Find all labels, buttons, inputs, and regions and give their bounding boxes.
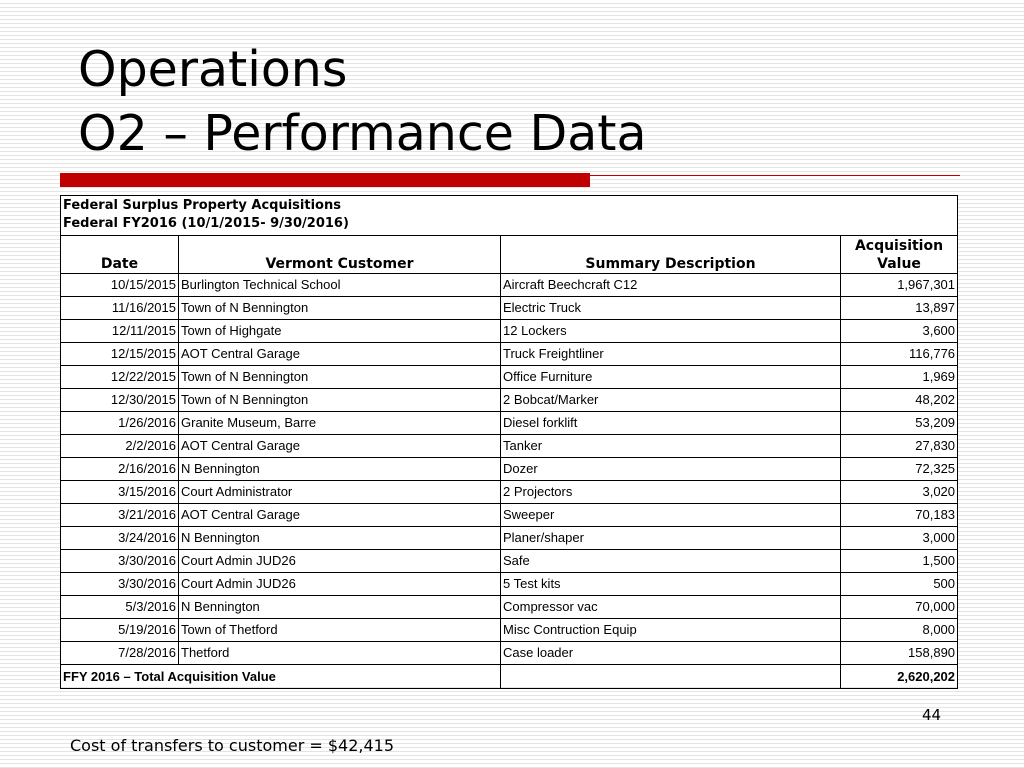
cell-customer: Town of Highgate — [179, 320, 501, 343]
total-value: 2,620,202 — [841, 665, 958, 689]
cell-description: Aircraft Beechcraft C12 — [501, 274, 841, 297]
cell-description: 5 Test kits — [501, 573, 841, 596]
table-row — [61, 458, 958, 481]
table-row — [61, 596, 958, 619]
cell-date: 12/11/2015 — [61, 320, 179, 343]
cell-value: 3,020 — [841, 481, 958, 504]
table-row — [61, 481, 958, 504]
cell-value: 8,000 — [841, 619, 958, 642]
cell-date: 12/30/2015 — [61, 389, 179, 412]
cell-value: 48,202 — [841, 389, 958, 412]
table-row — [61, 412, 958, 435]
cell-date: 3/24/2016 — [61, 527, 179, 550]
cell-value: 27,830 — [841, 435, 958, 458]
header-description: Summary Description — [501, 236, 841, 274]
cell-date: 7/28/2016 — [61, 642, 179, 665]
slide-title — [78, 38, 646, 166]
cell-description: Sweeper — [501, 504, 841, 527]
cell-customer: Town of N Bennington — [179, 297, 501, 320]
cell-date: 3/30/2016 — [61, 550, 179, 573]
cell-value: 3,000 — [841, 527, 958, 550]
cell-description: Safe — [501, 550, 841, 573]
cell-customer: AOT Central Garage — [179, 435, 501, 458]
cell-customer: Thetford — [179, 642, 501, 665]
cell-date: 5/3/2016 — [61, 596, 179, 619]
cell-value: 116,776 — [841, 343, 958, 366]
total-row — [61, 665, 958, 689]
table-row — [61, 366, 958, 389]
cell-customer: N Bennington — [179, 527, 501, 550]
cell-description: 2 Bobcat/Marker — [501, 389, 841, 412]
cell-customer: Court Admin JUD26 — [179, 573, 501, 596]
table-row — [61, 274, 958, 297]
table-row — [61, 320, 958, 343]
acquisitions-table — [60, 195, 958, 689]
header-date: Date — [61, 236, 179, 274]
cell-date: 2/2/2016 — [61, 435, 179, 458]
cell-description: Diesel forklift — [501, 412, 841, 435]
table-body — [61, 274, 958, 665]
cell-description: Truck Freightliner — [501, 343, 841, 366]
header-value — [841, 236, 958, 274]
cell-customer: AOT Central Garage — [179, 504, 501, 527]
header-customer: Vermont Customer — [179, 236, 501, 274]
cell-description: Dozer — [501, 458, 841, 481]
cell-date: 3/15/2016 — [61, 481, 179, 504]
cell-description: Tanker — [501, 435, 841, 458]
table-row — [61, 527, 958, 550]
cell-date: 3/30/2016 — [61, 573, 179, 596]
title-line-1: Operations — [78, 41, 348, 98]
cell-customer: Burlington Technical School — [179, 274, 501, 297]
cell-date: 5/19/2016 — [61, 619, 179, 642]
table-row — [61, 550, 958, 573]
cell-description: Planer/shaper — [501, 527, 841, 550]
transfer-cost-note: Cost of transfers to customer = $42,415 — [70, 736, 395, 755]
cell-customer: N Bennington — [179, 458, 501, 481]
cell-date: 11/16/2015 — [61, 297, 179, 320]
cell-customer: Court Administrator — [179, 481, 501, 504]
cell-description: Case loader — [501, 642, 841, 665]
cell-customer: N Bennington — [179, 596, 501, 619]
cell-value: 1,500 — [841, 550, 958, 573]
cell-value: 1,967,301 — [841, 274, 958, 297]
acquisitions-table-container — [60, 195, 957, 687]
cell-description: 12 Lockers — [501, 320, 841, 343]
cell-date: 12/22/2015 — [61, 366, 179, 389]
cell-customer: Town of N Bennington — [179, 389, 501, 412]
header-value-line-1: Acquisition — [854, 238, 944, 254]
cell-customer: AOT Central Garage — [179, 343, 501, 366]
cell-description: Electric Truck — [501, 297, 841, 320]
cell-customer: Court Admin JUD26 — [179, 550, 501, 573]
table-row — [61, 343, 958, 366]
cell-description: Office Furniture — [501, 366, 841, 389]
table-caption — [61, 196, 958, 236]
table-row — [61, 573, 958, 596]
total-label: FFY 2016 – Total Acquisition Value — [61, 665, 501, 689]
table-row — [61, 619, 958, 642]
cell-value: 13,897 — [841, 297, 958, 320]
cell-date: 12/15/2015 — [61, 343, 179, 366]
table-row — [61, 642, 958, 665]
cell-date: 2/16/2016 — [61, 458, 179, 481]
table-caption-row — [61, 196, 958, 236]
title-accent-line — [590, 175, 960, 176]
table-row — [61, 297, 958, 320]
cell-customer: Granite Museum, Barre — [179, 412, 501, 435]
cell-value: 1,969 — [841, 366, 958, 389]
cell-value: 53,209 — [841, 412, 958, 435]
header-value-line-2: Value — [877, 256, 921, 272]
table-caption-line-2: Federal FY2016 (10/1/2015- 9/30/2016) — [63, 216, 349, 231]
cell-value: 72,325 — [841, 458, 958, 481]
cell-value: 70,000 — [841, 596, 958, 619]
table-row — [61, 504, 958, 527]
table-caption-line-1: Federal Surplus Property Acquisitions — [63, 198, 341, 213]
title-accent-bar — [60, 173, 590, 187]
cell-value: 500 — [841, 573, 958, 596]
cell-date: 1/26/2016 — [61, 412, 179, 435]
cell-description: Misc Contruction Equip — [501, 619, 841, 642]
cell-date: 3/21/2016 — [61, 504, 179, 527]
total-empty-cell — [501, 665, 841, 689]
cell-description: 2 Projectors — [501, 481, 841, 504]
cell-value: 3,600 — [841, 320, 958, 343]
page-number: 44 — [922, 706, 942, 724]
title-line-2: O2 – Performance Data — [78, 105, 647, 162]
cell-value: 158,890 — [841, 642, 958, 665]
cell-value: 70,183 — [841, 504, 958, 527]
cell-customer: Town of N Bennington — [179, 366, 501, 389]
cell-customer: Town of Thetford — [179, 619, 501, 642]
cell-date: 10/15/2015 — [61, 274, 179, 297]
table-header-row — [61, 236, 958, 274]
cell-description: Compressor vac — [501, 596, 841, 619]
table-row — [61, 435, 958, 458]
table-row — [61, 389, 958, 412]
